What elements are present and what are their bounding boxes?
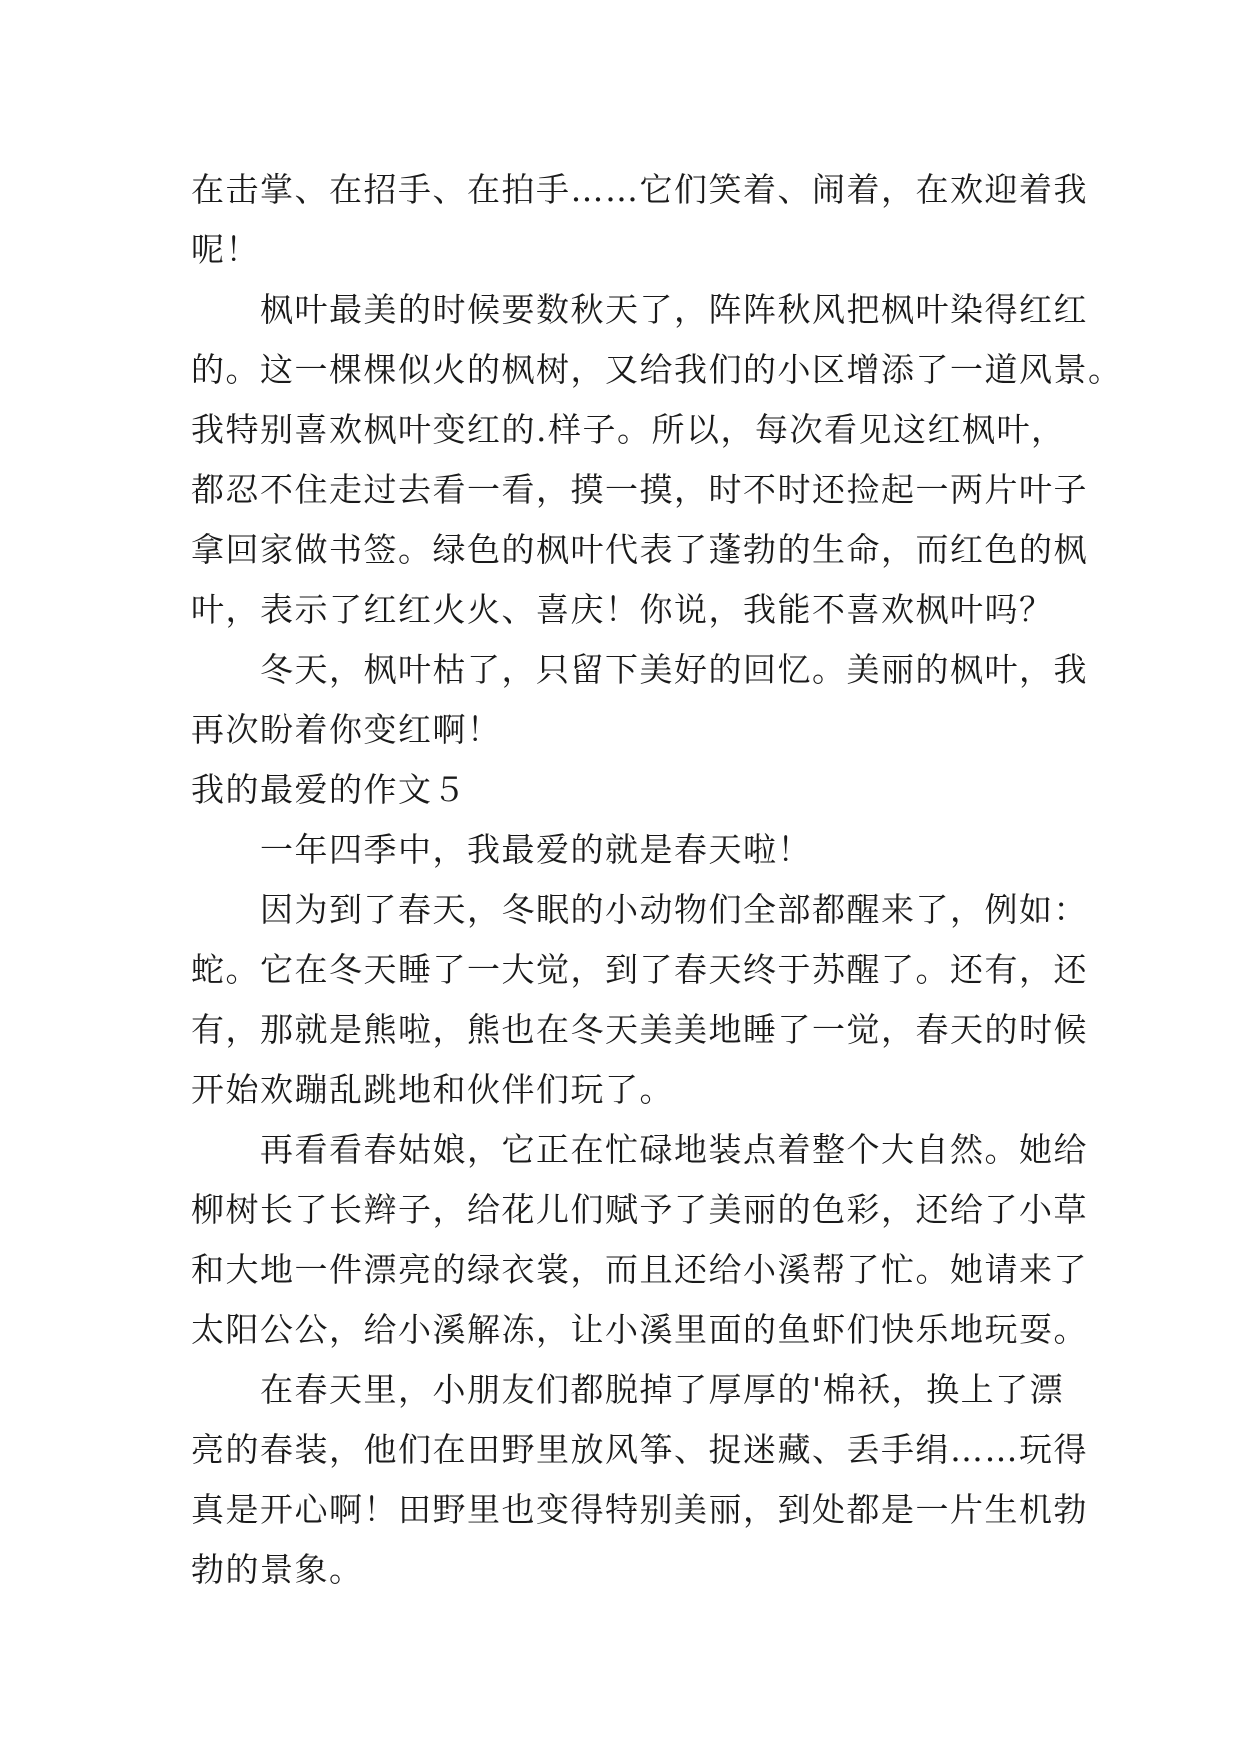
text-line: 真是开心啊！田野里也变得特别美丽，到处都是一片生机勃	[191, 1490, 1088, 1529]
text-line: 在击掌、在招手、在拍手……它们笑着、闹着，在欢迎着我	[191, 170, 1088, 209]
text-line: 有，那就是熊啦，熊也在冬天美美地睡了一觉，春天的时候	[191, 1010, 1088, 1049]
text-line: 拿回家做书签。绿色的枫叶代表了蓬勃的生命，而红色的枫	[191, 530, 1088, 569]
text-line: 太阳公公，给小溪解冻，让小溪里面的鱼虾们快乐地玩耍。	[191, 1310, 1088, 1349]
text-line: 呢！	[191, 230, 260, 269]
text-line: 枫叶最美的时候要数秋天了，阵阵秋风把枫叶染得红红	[191, 290, 1088, 329]
text-line: 一年四季中，我最爱的就是春天啦！	[191, 830, 812, 869]
text-line: 因为到了春天，冬眠的小动物们全部都醒来了，例如：	[191, 890, 1088, 929]
text-line: 再看看春姑娘，它正在忙碌地装点着整个大自然。她给	[191, 1130, 1088, 1169]
text-line: 勃的景象。	[191, 1550, 364, 1589]
text-line: 我特别喜欢枫叶变红的.样子。所以，每次看见这红枫叶，	[191, 410, 1066, 449]
text-line: 冬天，枫叶枯了，只留下美好的回忆。美丽的枫叶，我	[191, 650, 1088, 689]
text-line: 亮的春装，他们在田野里放风筝、捉迷藏、丢手绢……玩得	[191, 1430, 1088, 1469]
text-line: 和大地一件漂亮的绿衣裳，而且还给小溪帮了忙。她请来了	[191, 1250, 1088, 1289]
text-line: 的。这一棵棵似火的枫树，又给我们的小区增添了一道风景。	[191, 350, 1123, 389]
text-line: 开始欢蹦乱跳地和伙伴们玩了。	[191, 1070, 674, 1109]
text-line: 叶，表示了红红火火、喜庆！你说，我能不喜欢枫叶吗？	[191, 590, 1054, 629]
essay-text	[191, 160, 1123, 1600]
text-line: 再次盼着你变红啊！	[191, 710, 502, 749]
section-heading: 我的最爱的作文５	[191, 770, 467, 809]
text-line: 在春天里，小朋友们都脱掉了厚厚的'棉袄，换上了漂	[191, 1370, 1065, 1409]
text-line: 蛇。它在冬天睡了一大觉，到了春天终于苏醒了。还有，还	[191, 950, 1088, 989]
text-line: 柳树长了长辫子，给花儿们赋予了美丽的色彩，还给了小草	[191, 1190, 1088, 1229]
text-line: 都忍不住走过去看一看，摸一摸，时不时还捡起一两片叶子	[191, 470, 1088, 509]
